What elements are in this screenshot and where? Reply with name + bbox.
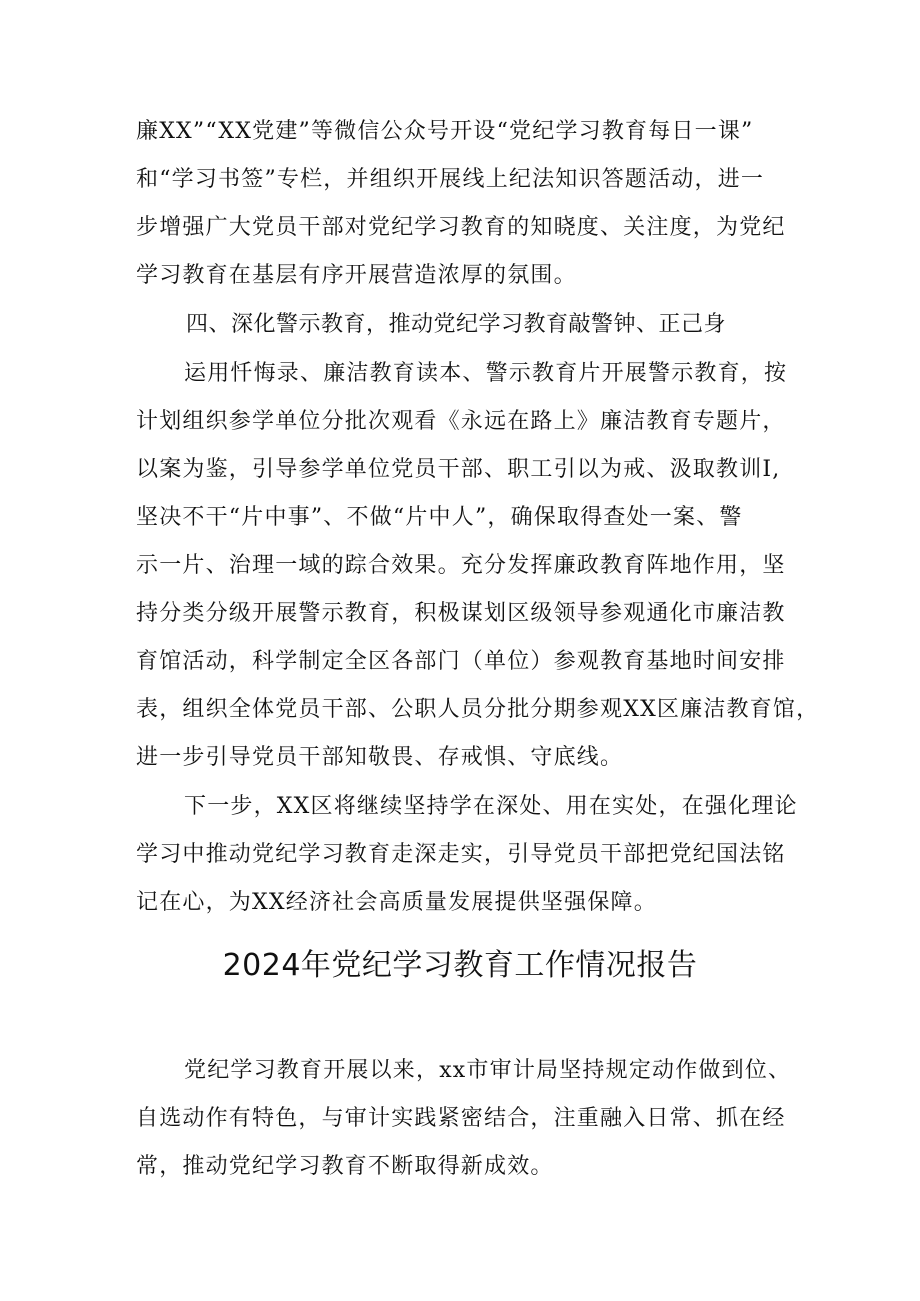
top-paragraph-line: 学习教育在基层有序开展营造浓厚的氛围。 bbox=[136, 263, 577, 288]
report-intro-line: 自选动作有特色，与审计实践紧密结合，注重融入日常、抓在经 bbox=[136, 1106, 786, 1131]
top-paragraph-line: 步增强广大党员干部对党纪学习教育的知晓度、关注度，为党纪 bbox=[136, 215, 786, 240]
report-intro-line: 常，推动党纪学习教育不断取得新成效。 bbox=[136, 1154, 554, 1179]
next-step-line: 下一步，XX区将继续坚持学在深处、用在实处，在强化理论 bbox=[184, 794, 798, 819]
section-four-line: 育馆活动，科学制定全区各部门（单位）参观教育基地时间安排 bbox=[136, 649, 786, 674]
report-title: 2024年党纪学习教育工作情况报告 bbox=[222, 948, 698, 983]
section-four-line: 坚决不干“片中事”、不做“片中人”，确保取得查处一案、警 bbox=[136, 505, 743, 530]
report-intro-line: 党纪学习教育开展以来，xx市审计局坚持规定动作做到位、 bbox=[184, 1058, 792, 1083]
next-step-line: 记在心，为XX经济社会高质量发展提供坚强保障。 bbox=[136, 890, 657, 915]
top-paragraph-line: 廉XX”“XX党建”等微信公众号开设“党纪学习教育每日一课” bbox=[136, 119, 754, 144]
section-four-line: 以案为鉴，引导参学单位党员干部、职工引以为戒、汲取教训I, bbox=[136, 457, 781, 482]
next-step-line: 学习中推动党纪学习教育走深走实，引导党员干部把党纪国法铭 bbox=[136, 842, 786, 867]
section-four-line: 运用忏悔录、廉洁教育读本、警示教育片开展警示教育，按 bbox=[184, 361, 788, 386]
section-four-heading: 四、深化警示教育，推动党纪学习教育敲警钟、正己身 bbox=[186, 312, 727, 337]
section-four-line: 持分类分级开展警示教育，积极谋划区级领导参观通化市廉洁教 bbox=[136, 601, 786, 626]
section-four-line: 计划组织参学单位分批次观看《永远在路上》廉洁教育专题片， bbox=[136, 409, 786, 434]
top-paragraph-line: 和“学习书签”专栏，并组织开展线上纪法知识答题活动，进一 bbox=[136, 167, 765, 192]
section-four-line: 进一步引导党员干部知敬畏、存戒惧、守底线。 bbox=[136, 745, 624, 770]
section-four-line: 示一片、治理一域的踪合效果。充分发挥廉政教育阵地作用，坚 bbox=[136, 553, 786, 578]
section-four-line: 表，组织全体党员干部、公职人员分批分期参观XX区廉洁教育馆， bbox=[136, 697, 820, 722]
